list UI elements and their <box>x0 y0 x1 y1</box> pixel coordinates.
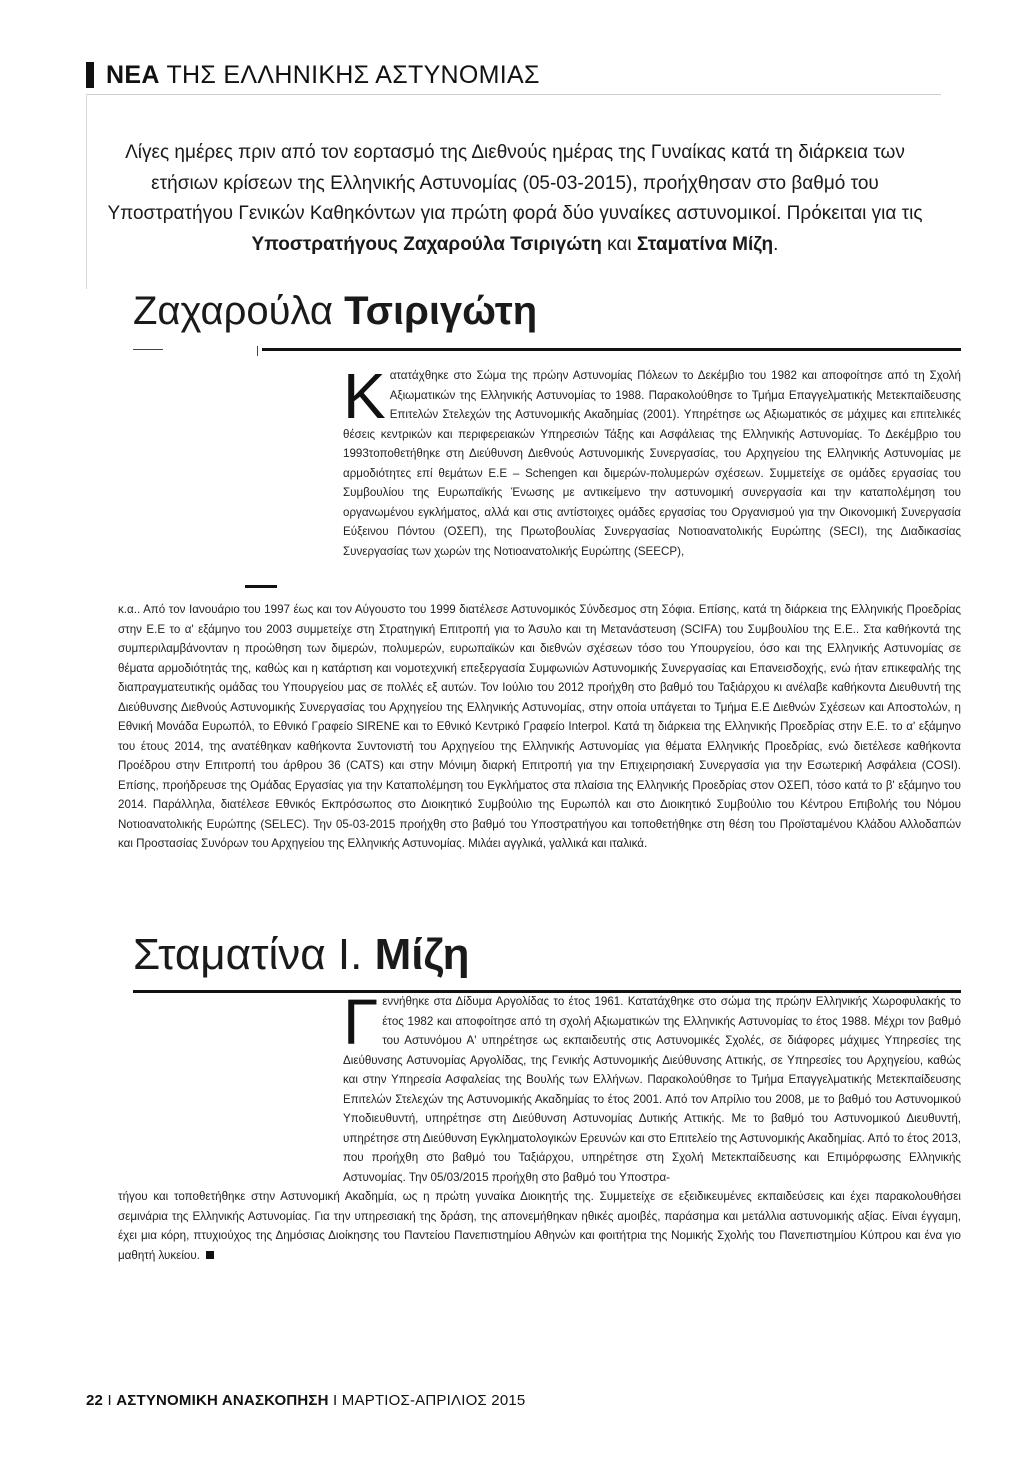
footer-separator-2: I <box>333 1392 338 1409</box>
page-number: 22 <box>86 1392 104 1409</box>
intro-frame-line <box>86 94 87 289</box>
person1-heading <box>133 286 537 336</box>
footer-separator-1: I <box>107 1392 112 1409</box>
person2-bio-full <box>118 1187 961 1265</box>
person2-bio-indented <box>343 986 961 1187</box>
header-divider <box>86 94 941 95</box>
person2-first-name: Σταματίνα Ι. <box>133 930 363 979</box>
section-header <box>86 60 540 90</box>
person1-dropcap: Κ <box>343 360 386 432</box>
person2-last-name: Μίζη <box>374 930 470 979</box>
person1-rule-left <box>133 349 163 350</box>
person1-rule-right <box>262 348 961 351</box>
intro-names-bold: Υποστρατήγους Ζαχαρούλα Τσιριγώτη <box>251 233 602 255</box>
person1-bio-text: ατατάχθηκε στο Σώμα της πρώην Αστυνομίας Πόλεων το Δεκέμβιο του 1982 και αποφοίτησε από τη Σχολή Αξιωματικών της Ελληνικής Αστυνομίας το 1988. Παρακολούθησε το Τμήμα Επαγγελματικής Μετεκπαίδευσης Επιτελών Στελεχών της Αστυνομικής Ακαδημίας (2001). Υπηρέτησε ως Αξιωματικός σε μάχιμες και επιτελικές θέσεις κεντρικών και περιφερειακών Υπηρεσιών Τάξης και Ασφάλειας της Ελληνικής Αστυνομίας. Το Δεκέμβριο του 1993τοποθετήθηκε στη Διεύθυνση Διεθνούς Αστυνομικής Συνεργασίας, του Αρχηγείου της Ελληνικής Αστυνομίας με αρμοδιότητες επί θεμάτων Ε.Ε – Schengen και διμερών-πολυμερών σχέσεων. Συμμετείχε σε ομάδες εργασίας του Συμβουλίου της Ευρωπαϊκής Ένωσης με αντικείμενο την αστυνομική συνεργασία και την καταπολέμηση του οργανωμένου εγκλήματος, αλλά και στις αντίστοιχες ομάδες εργασίας του Οργανισμού για την Οικονομική Συνεργασία Εύξεινου Πόντου (ΟΣΕΠ), της Πρωτοβουλίας Συνεργασίας Νοτιοανατολικής Ευρώπης (SECI), της Διαδικασίας Συνεργασίας των χωρών της Νοτιοανατολικής Ευρώπης (SEECP), <box>343 369 961 558</box>
intro-name2-bold: Σταματίνα Μίζη <box>636 233 774 255</box>
person1-bio-full <box>118 600 961 854</box>
intro-end: . <box>773 233 779 255</box>
person1-bio-full-text: κ.α.. Από τον Ιανουάριο του 1997 έως και τον Αύγουστο του 1999 διατέλεσε Αστυνομικός Σύνδεσμος στη Σόφια. Επίσης, κατά τη διάρκεια της Ελληνικής Προεδρίας στην Ε.Ε το α' εξάμηνο του 2003 συμμετείχε στη Στρατηγική Επιτροπή για το Άσυλο και τη Μετανάστευση (SCIFA) του Συμβουλίου της Ε.Ε.. Στα καθήκοντά της συμπεριλαμβάνονταν η προώθηση των διμερών, πολυμερών, ευρωπαϊκών και διεθνών σχέσεων τόσο του Υπουργείου, όσο και της Ελληνικής Αστυνομίας σε θέματα αρμοδιότητάς της, καθώς και η κατάρτιση και νομοτεχνική επεξεργασία Συμφωνιών Αστυνομικής Συνεργασίας και Επανεισδοχής, ενώ ήταν επικεφαλής της διαπραγματευτικής ομάδας του Υπουργείου μας σε πολλές εξ αυτών. Τον Ιούλιο του 2012 προήχθη στο βαθμό του Ταξιάρχου κι ανέλαβε καθήκοντα Διευθυντή της Διεύθυνσης Διεθνούς Αστυνομικής Συνεργασίας του Αρχηγείου της Ελληνικής Αστυνομίας, στην οποία υπάγεται το Τμήμα Ε.Ε Διεθνών Σχέσεων και Αποστολών, η Εθνική Μονάδα Ευρωπόλ, το Εθνικό Γραφείο SIRENE και το Εθνικό Κεντρικό Γραφείο Interpol. Κατά τη διάρκεια της Ελληνικής Προεδρίας στην Ε.Ε. το α' εξάμηνο του έτους 2014, της ανατέθηκαν καθήκοντα Συντονιστή του Αρχηγείου της Ελληνικής Αστυνομίας για θέματα Ελληνικής Προεδρίας, ενώ διετέλεσε καθήκοντα Προέδρου στην Επιτροπή του άρθρου 36 (CATS) και στην Μόνιμη διαρκή Επιτροπή για την Επιχειρησιακή Συνεργασία για την Εσωτερική Ασφάλεια (COSI). Επίσης, προήδρευσε της Ομάδας Εργασίας για την Καταπολέμηση του Εγκλήματος στα πλαίσια της Ελληνικής Προεδρίας στον ΟΣΕΠ, τόσο κατά το β' εξάμηνο του 2014. Παράλληλα, διατέλεσε Εθνικός Εκπρόσωπος στο Διοικητικό Συμβούλιο της Ευρωπόλ και στο Διοικητικό Συμβούλιο του Κέντρου Επιβολής του Νόμου Νοτιοανατολικής Ευρώπης (SELEC). Την 05-03-2015 προήχθη στο βαθμό του Υποστρατήγου και τοποθετήθηκε στη θέση του Προϊσταμένου Κλάδου Αλλοδαπών και Προστασίας Συνόρων του Αρχηγείου της Ελληνικής Αστυνομίας. Μιλάει αγγλικά, γαλλικά και ιταλικά. <box>118 603 961 850</box>
header-bar-marker <box>86 62 94 88</box>
person2-bio-full-text: τήγου και τοποθετήθηκε στην Αστυνομική Ακαδημία, ως η πρώτη γυναίκα Διοικητής της. Συμμετείχε σε εξειδικευμένες εκπαιδεύσεις και έχει παρακολουθήσει σεμινάρια της Ελληνικής Αστυνομίας. Για την υπηρεσιακή της δράση, της απονεμήθηκαν ηθικές αμοιβές, παράσημα και μετάλλια αστυνομικής αξίας. Είναι έγγαμη, έχει μια κόρη, πτυχιούχος της Δημόσιας Διοίκησης του Παντείου Πανεπιστημίου Αθηνών και φοιτήτρια της Νομικής Σχολής του Πανεπιστημίου Κύπρου και ένα γιο μαθητή λυκείου. <box>118 1190 961 1262</box>
person2-bio-text: εννήθηκε στα Δίδυμα Αργολίδας το έτος 1961. Κατατάχθηκε στο σώμα της πρώην Ελληνικής Χωροφυλακής το έτος 1982 και αποφοίτησε από τη σχολή Αξιωματικών της Ελληνικής Αστυνομίας το έτος 1988. Μέχρι τον βαθμό του Αστυνόμου Α' υπηρέτησε ως εκπαιδευτής στις Αστυνομικές Σχολές, σε διάφορες μάχιμες Υπηρεσίες της Διεύθυνσης Αστυνομίας Αργολίδας, της Γενικής Αστυνομικής Διεύθυνσης Αττικής, σε Υπηρεσίες του Αρχηγείου, καθώς και στην Υπηρεσία Ασφαλείας της Βουλής των Ελλήνων. Παρακολούθησε το Τμήμα Επαγγελματικής Μετεκπαίδευσης Επιτελών Στελεχών της Αστυνομικής Ακαδημίας το έτος 2001. Από τον Απρίλιο του 2008, με το βαθμό του Αστυνομικού Υποδιευθυντή, υπηρέτησε στη Διεύθυνση Αστυνομίας Δυτικής Αττικής. Με το βαθμό του Αστυνομικού Διευθυντή, υπηρέτησε στη Διεύθυνση Εγκληματολογικών Ερευνών και στο Επιτελείο της Αστυνομικής Ακαδημίας. Από το έτος 2013, που προήχθη στο βαθμό του Ταξιάρχου, υπηρέτησε στη Σχολή Μετεκπαίδευσης και Επιμόρφωσης Ελληνικής Αστυνομίας. Την 05/03/2015 προήχθη στο βαθμό του Υποστρα- <box>343 995 961 1184</box>
article-end-mark <box>206 1251 214 1259</box>
magazine-title: ΑΣΤΥΝΟΜΙΚΗ ΑΝΑΣΚΟΠΗΣΗ <box>116 1392 329 1409</box>
intro-and: και <box>601 233 637 255</box>
person1-last-name: Τσιριγώτη <box>344 289 538 333</box>
intro-text: Λίγες ημέρες πριν από τον εορτασμό της Διεθνούς ημέρας της Γυναίκας κατά τη διάρκεια των ετήσιων κρίσεων της Ελληνικής Αστυνομίας (05-03-2015), προήχθησαν στο βαθμό του Υποστρατήγου Γενικών Καθηκόντων για πρώτη φορά δύο γυναίκες αστυνομικοί. Πρόκειται για τις <box>107 142 923 224</box>
person2-heading <box>133 928 470 982</box>
section-title-bold: ΝΕΑ <box>106 60 160 89</box>
page-footer <box>86 1392 525 1409</box>
section-title <box>106 61 540 90</box>
person1-first-name: Ζαχαρούλα <box>133 289 333 333</box>
person1-bio-indented <box>343 360 961 561</box>
issue-date: ΜΑΡΤΙΟΣ-ΑΠΡΙΛΙΟΣ 2015 <box>341 1392 526 1409</box>
person1-bio-marker <box>245 585 277 588</box>
intro-paragraph <box>105 138 925 260</box>
person1-rule-tick <box>257 346 258 356</box>
section-title-rest: ΤΗΣ ΕΛΛΗΝΙΚΗΣ ΑΣΤΥΝΟΜΙΑΣ <box>166 60 540 89</box>
person2-dropcap: Γ <box>343 986 379 1058</box>
